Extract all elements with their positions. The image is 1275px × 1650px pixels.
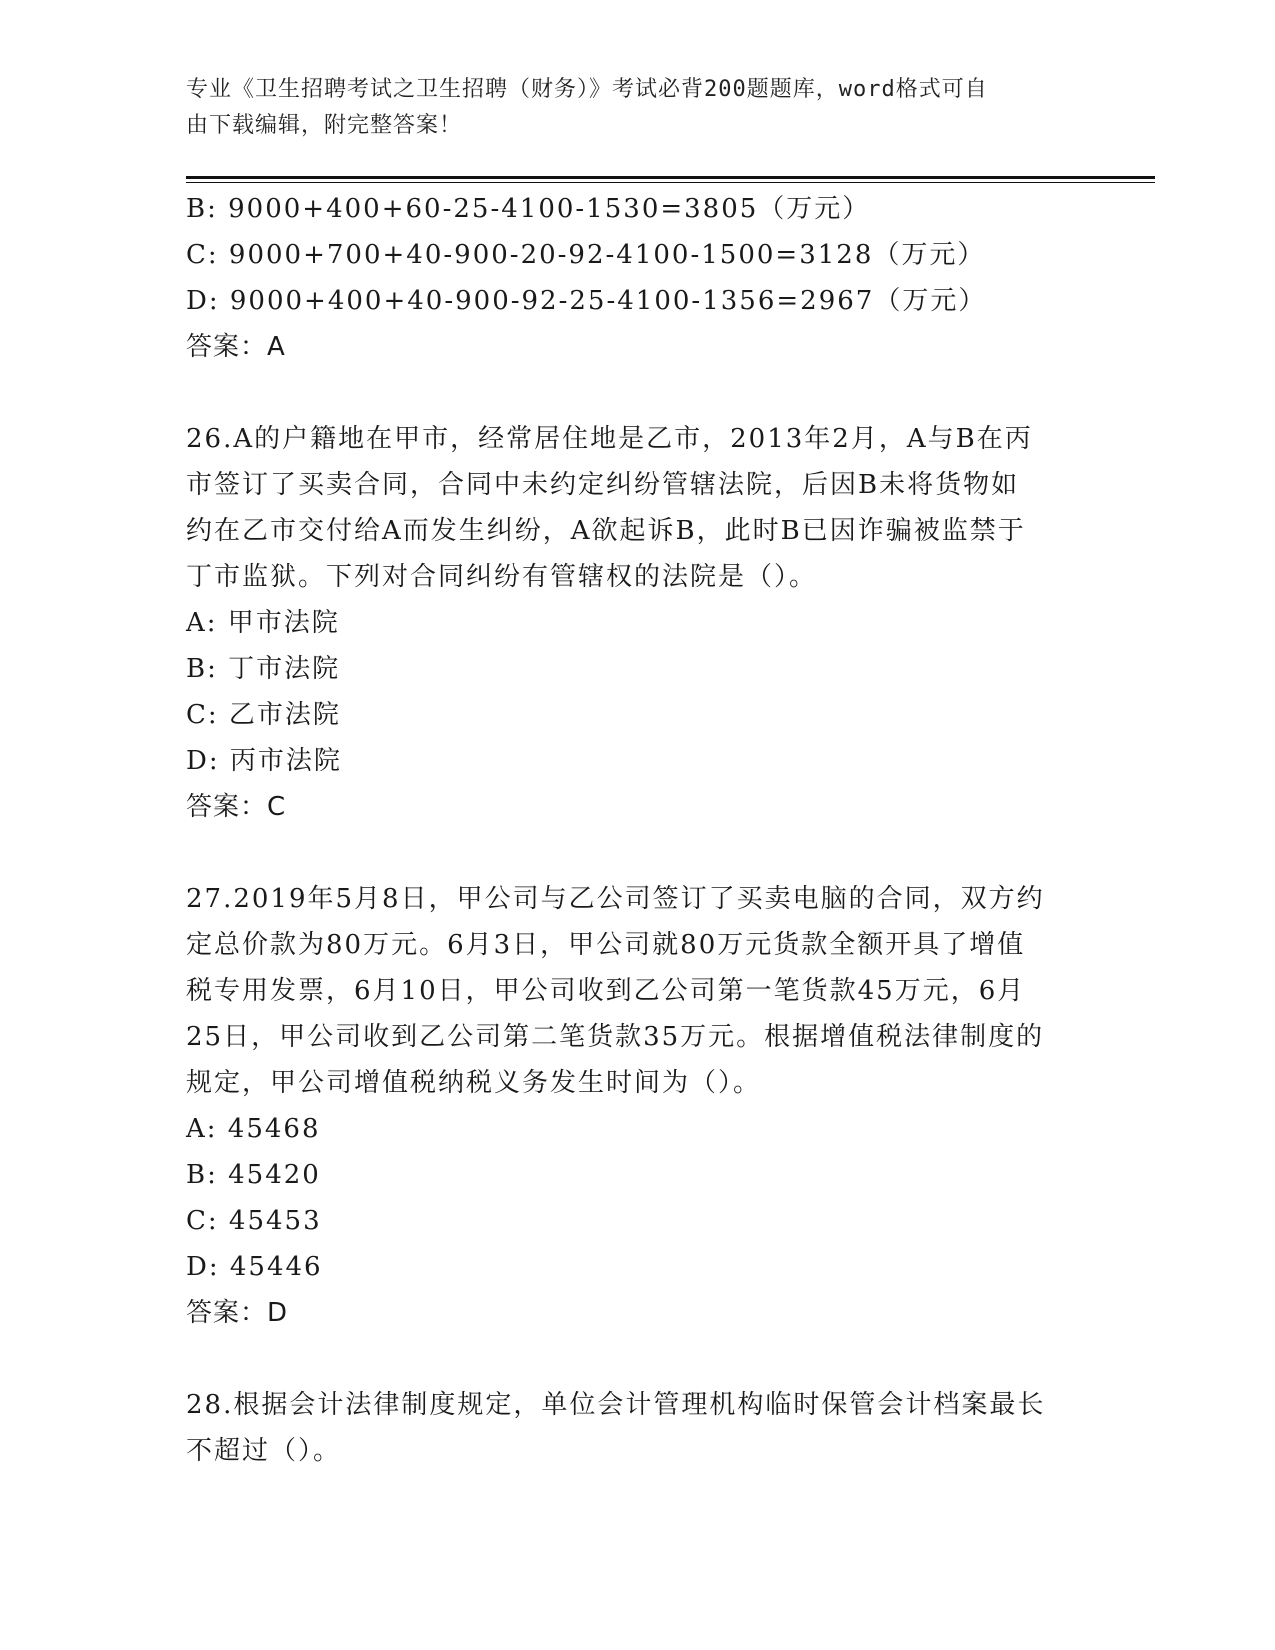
- option-c: C: 45453: [186, 1206, 322, 1236]
- question-stem-line: 不超过（）。: [186, 1436, 342, 1466]
- header-line-2: 由下载编辑，附完整答案！: [186, 113, 463, 138]
- option-a: A: 甲市法院: [186, 608, 340, 638]
- question-stem-line: 27.2019年5月8日，甲公司与乙公司签订了买卖电脑的合同，双方约: [186, 884, 1045, 914]
- option-a: A: 45468: [186, 1114, 321, 1144]
- question-stem-line: 税专用发票，6月10日，甲公司收到乙公司第一笔货款45万元，6月: [186, 976, 1026, 1006]
- answer: 答案：D: [186, 1298, 289, 1328]
- option-c: C: 乙市法院: [186, 700, 341, 730]
- question-stem-line: 25日，甲公司收到乙公司第二笔货款35万元。根据增值税法律制度的: [186, 1022, 1045, 1052]
- header-divider-thin: [186, 182, 1155, 183]
- prev-question: [186, 186, 1086, 370]
- answer: 答案：C: [186, 792, 287, 822]
- answer: 答案：A: [186, 332, 286, 362]
- question-27: [186, 876, 1086, 1336]
- header-divider: [186, 176, 1155, 179]
- question-stem-line: 约在乙市交付给A而发生纠纷，A欲起诉B，此时B已因诈骗被监禁于: [186, 516, 1026, 546]
- question-stem-line: 规定，甲公司增值税纳税义务发生时间为（）。: [186, 1068, 762, 1098]
- question-stem-line: 28.根据会计法律制度规定，单位会计管理机构临时保管会计档案最长: [186, 1390, 1046, 1420]
- question-stem-line: 26.A的户籍地在甲市，经常居住地是乙市，2013年2月，A与B在丙: [186, 424, 1033, 454]
- option-b: B: 45420: [186, 1160, 321, 1190]
- question-26: [186, 416, 1086, 830]
- option-d: D: 丙市法院: [186, 746, 342, 776]
- document-header: [186, 72, 1066, 144]
- option-d: D: 9000+400+40-900-92-25-4100-1356=2967（万元）: [186, 286, 987, 316]
- option-b: B: 丁市法院: [186, 654, 341, 684]
- option-d: D: 45446: [186, 1252, 323, 1282]
- question-stem-line: 市签订了买卖合同，合同中未约定纠纷管辖法院，后因B未将货物如: [186, 470, 1020, 500]
- header-line-1: 专业《卫生招聘考试之卫生招聘（财务）》考试必背200题题库，word格式可自: [186, 77, 988, 102]
- question-stem-line: 定总价款为80万元。6月3日，甲公司就80万元货款全额开具了增值: [186, 930, 1026, 960]
- question-28: [186, 1382, 1086, 1474]
- option-c: C: 9000+700+40-900-20-92-4100-1500=3128（万元）: [186, 240, 986, 270]
- question-stem-line: 丁市监狱。下列对合同纠纷有管辖权的法院是（）。: [186, 562, 818, 592]
- document-body: [186, 186, 1086, 1474]
- option-b: B: 9000+400+60-25-4100-1530=3805（万元）: [186, 194, 871, 224]
